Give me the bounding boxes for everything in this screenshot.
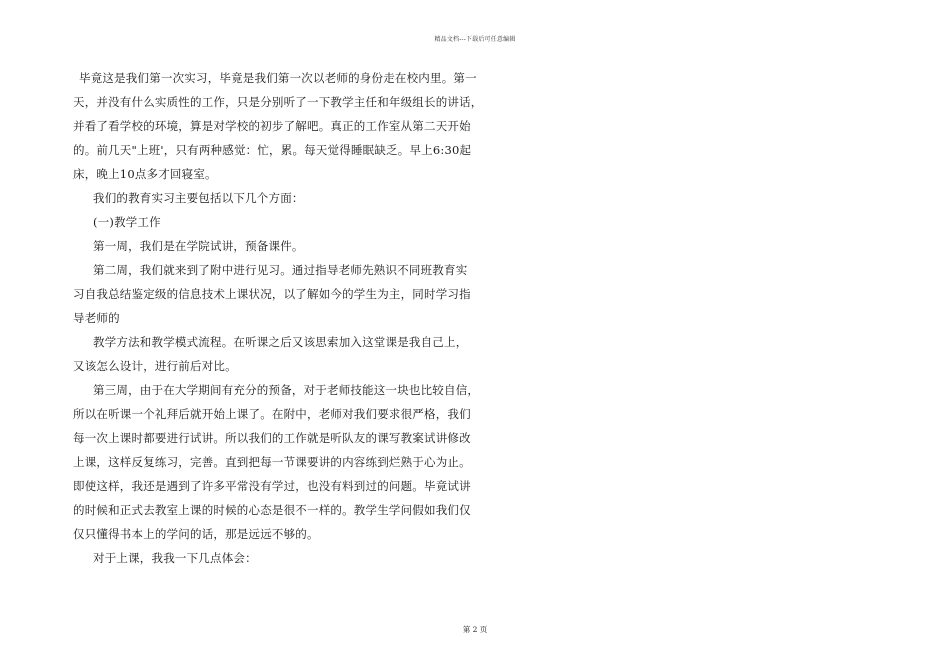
text-line: 对于上课，我我一下几点体会：	[93, 551, 257, 565]
text-line: 我们的教育实习主要包括以下几个方面：	[93, 191, 304, 205]
text-line: 的。前几天"上班'，只有两种感觉：忙，累。每天觉得睡眠缺乏。早上6:30起	[73, 143, 472, 157]
text-line: 仅只懂得书本上的学问的话，那是远远不够的。	[73, 527, 319, 541]
text-line: 习自我总结鉴定级的信息技术上课状况，以了解如今的学生为主，同时学习指	[73, 287, 471, 301]
text-line: 教学方法和教学模式流程。在听课之后又该思索加入这堂课是我自己上，	[93, 335, 468, 349]
text-line: 并看了看学校的环境，算是对学校的初步了解吧。真正的工作室从第二天开始	[73, 119, 471, 133]
body-text	[73, 66, 483, 570]
text-line: 第三周，由于在大学期间有充分的预备，对于老师技能这一块也比较自信，	[93, 383, 480, 397]
page-number: 第 2 页	[462, 625, 488, 634]
text-line: 第二周，我们就来到了附中进行见习。通过指导老师先熟识不同班教育实	[93, 263, 468, 277]
text-line: 上课，这样反复练习，完善。直到把每一节课要讲的内容练到烂熟于心为止。	[73, 455, 471, 469]
text-line: 又该怎么设计，进行前后对比。	[73, 359, 237, 373]
text-line: 所以在听课一个礼拜后就开始上课了。在附中，老师对我们要求很严格，我们	[73, 407, 471, 421]
text-line: 床，晚上10点多才回寝室。	[73, 167, 217, 181]
text-line: 即使这样，我还是遇到了许多平常没有学过，也没有料到过的问题。毕竟试讲	[73, 479, 471, 493]
text-line: 的时候和正式去教室上课的时候的心态是很不一样的。教学生学问假如我们仅	[73, 503, 471, 517]
text-line: 每一次上课时都要进行试讲。所以我们的工作就是听队友的课写教案试讲修改	[73, 431, 471, 445]
text-line: (一)教学工作	[93, 215, 161, 229]
text-line: 天，并没有什么实质性的工作，只是分别听了一下教学主任和年级组长的讲话，	[73, 95, 483, 109]
header-note: 精品文档---下载后可任意编辑	[434, 36, 516, 43]
text-line: 第一周，我们是在学院试讲，预备课件。	[93, 239, 304, 253]
text-line: 导老师的	[73, 311, 120, 325]
text-line: 毕竟这是我们第一次实习，毕竟是我们第一次以老师的身份走在校内里。第一	[79, 71, 477, 85]
